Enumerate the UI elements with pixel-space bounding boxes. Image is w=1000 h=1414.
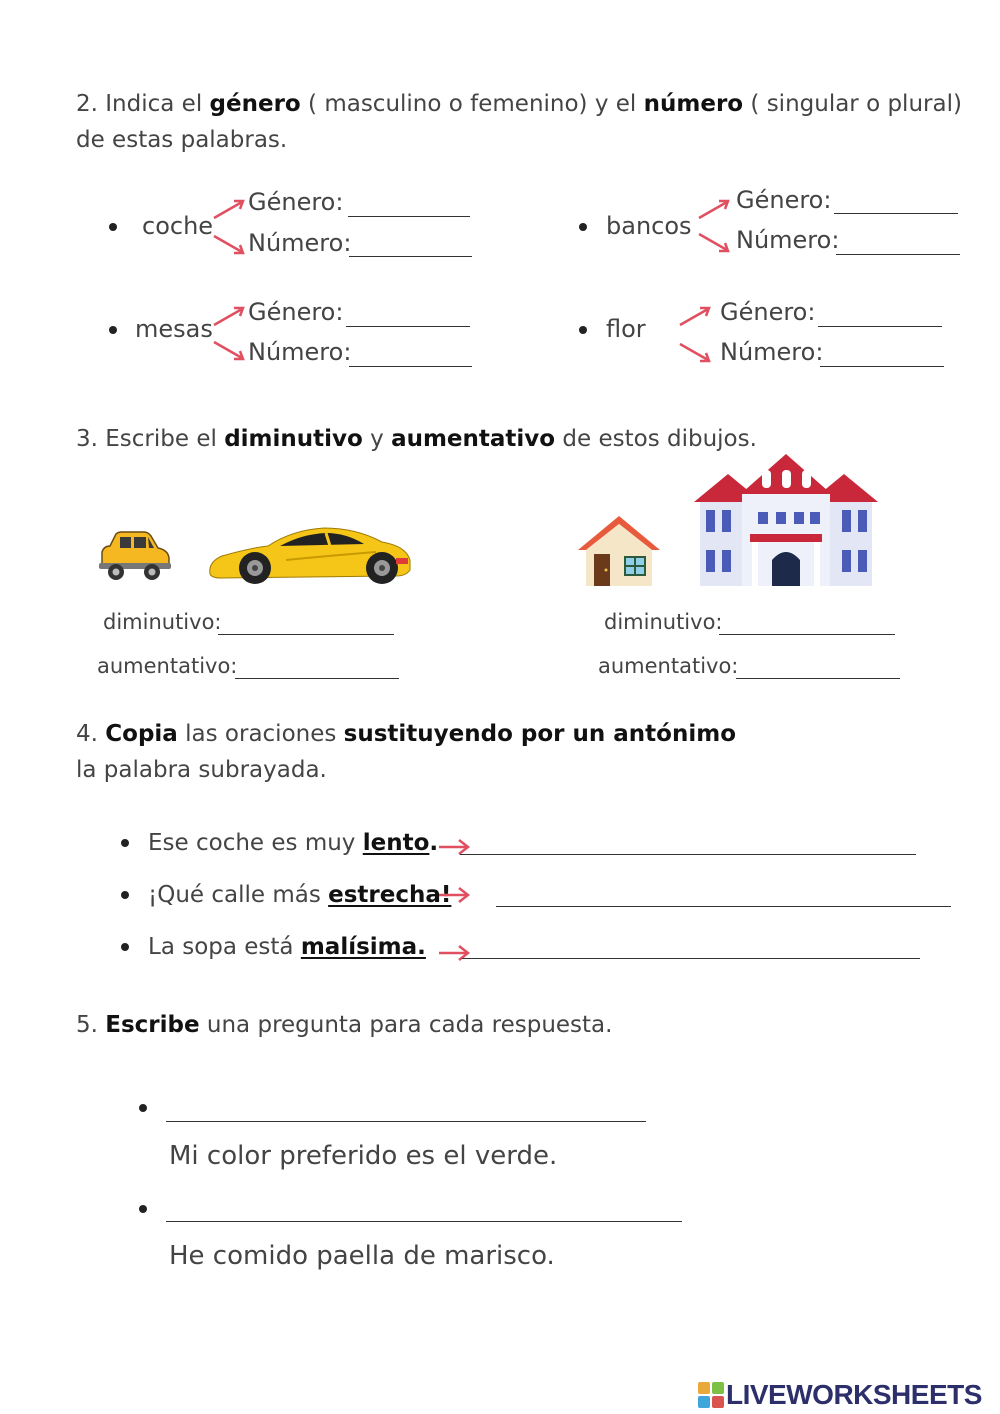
arrow-down-icon — [697, 232, 731, 254]
sentence-2-word: estrecha! — [328, 882, 452, 908]
bullet-sentence-1 — [121, 839, 129, 847]
logo-icon — [698, 1382, 724, 1408]
bullet-question-1 — [139, 1104, 147, 1112]
numero-label-mesas: Número: — [248, 338, 352, 366]
arrow-down-icon — [678, 342, 712, 364]
bullet-bancos — [579, 223, 587, 231]
numero-label-flor: Número: — [720, 338, 824, 366]
answer-text-2: He comido paella de marisco. — [169, 1241, 555, 1271]
q5-text-1: una pregunta para cada respuesta. — [206, 1012, 613, 1038]
q5-bold-escribe: Escribe — [105, 1012, 200, 1038]
q3-bold-aumentativo: aumentativo — [391, 426, 556, 452]
sentence-2-text: ¡Qué calle más — [148, 882, 321, 908]
numero-label-coche: Número: — [248, 229, 352, 257]
genero-label-coche: Género: — [248, 188, 344, 216]
diminutivo-input-house[interactable] — [719, 634, 895, 635]
diminutivo-input-car[interactable] — [218, 634, 394, 635]
sentence-3 — [148, 930, 426, 964]
q4-bold-copia: Copia — [105, 721, 178, 747]
numero-input-flor[interactable] — [820, 366, 944, 367]
bullet-mesas — [109, 326, 117, 334]
bullet-question-2 — [139, 1205, 147, 1213]
answer-input-sentence-3[interactable] — [462, 958, 920, 959]
arrow-down-icon — [212, 340, 246, 362]
numero-input-mesas[interactable] — [349, 366, 472, 367]
arrow-down-icon — [212, 234, 246, 256]
mansion-image — [692, 452, 880, 588]
arrow-up-icon — [212, 305, 246, 327]
bullet-sentence-3 — [121, 943, 129, 951]
diminutivo-label-car: diminutivo: — [103, 610, 222, 634]
sentence-3-text: La sopa está — [148, 934, 294, 960]
bullet-sentence-2 — [121, 891, 129, 899]
q2-text-2: ( masculino o femenino) y el — [308, 91, 637, 117]
question-input-2[interactable] — [166, 1221, 682, 1222]
bullet-flor — [579, 326, 587, 334]
word-bancos: bancos — [606, 212, 692, 240]
genero-label-mesas: Género: — [248, 298, 344, 326]
aumentativo-label-car: aumentativo: — [97, 654, 238, 678]
small-car-image — [96, 530, 172, 582]
q3-text-2: y — [370, 426, 384, 452]
q2-heading — [76, 86, 976, 158]
q2-text-3: ( singular o plural) de estas palabras. — [76, 91, 962, 153]
genero-label-flor: Género: — [720, 298, 816, 326]
genero-input-mesas[interactable] — [346, 326, 470, 327]
genero-input-bancos[interactable] — [834, 213, 958, 214]
word-mesas: mesas — [135, 315, 213, 343]
diminutivo-label-house: diminutivo: — [604, 610, 723, 634]
word-flor: flor — [606, 315, 646, 343]
sentence-2 — [148, 878, 451, 912]
q5-heading — [76, 1008, 612, 1042]
q3-heading — [76, 422, 757, 456]
genero-label-bancos: Género: — [736, 186, 832, 214]
genero-input-flor[interactable] — [818, 326, 942, 327]
genero-input-coche[interactable] — [348, 216, 470, 217]
q2-text-1: Indica el — [105, 91, 203, 117]
q2-number: 2. — [76, 91, 98, 117]
question-input-1[interactable] — [166, 1121, 646, 1122]
answer-input-sentence-2[interactable] — [496, 906, 951, 907]
aumentativo-input-house[interactable] — [736, 678, 900, 679]
arrow-up-icon — [678, 305, 712, 327]
sentence-1 — [148, 826, 438, 860]
answer-text-1: Mi color preferido es el verde. — [169, 1141, 558, 1171]
sentence-1-word: lento — [362, 830, 430, 856]
q5-number: 5. — [76, 1012, 98, 1038]
arrow-right-icon — [437, 942, 471, 964]
q4-heading-line1 — [76, 717, 736, 751]
q2-bold-genero: género — [209, 91, 301, 117]
answer-input-sentence-1[interactable] — [460, 854, 916, 855]
q3-number: 3. — [76, 426, 98, 452]
word-coche: coche — [142, 212, 214, 240]
q3-text-3: de estos dibujos. — [562, 426, 757, 452]
aumentativo-input-car[interactable] — [235, 678, 399, 679]
q4-text-1: las oraciones — [185, 721, 337, 747]
arrow-up-icon — [212, 198, 246, 220]
logo-text: LIVEWORKSHEETS — [726, 1379, 982, 1410]
arrow-up-icon — [697, 198, 731, 220]
numero-label-bancos: Número: — [736, 226, 840, 254]
q4-bold-antonimo: sustituyendo por un antónimo — [343, 721, 736, 747]
q4-number: 4. — [76, 721, 98, 747]
liveworksheets-logo — [698, 1380, 982, 1410]
sentence-3-word: malísima. — [300, 934, 426, 960]
q2-bold-numero: número — [643, 91, 744, 117]
sports-car-image — [206, 522, 412, 588]
q3-bold-diminutivo: diminutivo — [224, 426, 363, 452]
small-house-image — [574, 512, 664, 588]
aumentativo-label-house: aumentativo: — [598, 654, 739, 678]
bullet-coche — [109, 223, 117, 231]
sentence-1-period: . — [429, 830, 439, 856]
arrow-right-icon — [437, 884, 471, 906]
numero-input-coche[interactable] — [349, 256, 472, 257]
sentence-1-text: Ese coche es muy — [148, 830, 356, 856]
q4-heading-line2: la palabra subrayada. — [76, 757, 327, 783]
numero-input-bancos[interactable] — [836, 254, 960, 255]
q3-text-1: Escribe el — [105, 426, 217, 452]
